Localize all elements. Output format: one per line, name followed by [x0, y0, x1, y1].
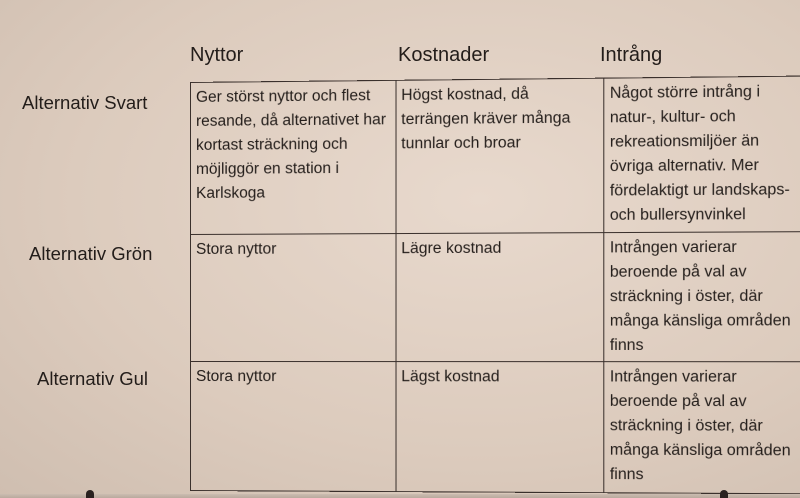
- cell-gul-intrang: Intrången varierar beroende på val av sträckning i öster, där många känsliga områden finns: [604, 362, 800, 494]
- cell-gul-kostnader: Lägst kostnad: [396, 362, 604, 493]
- cell-gron-nyttor: Stora nyttor: [190, 234, 395, 362]
- comparison-table: [190, 76, 800, 489]
- cell-svart-kostnader: Högst kostnad, då terrängen kräver många tunnlar och broar: [396, 78, 604, 233]
- table-row: [190, 232, 800, 362]
- row-label-svart: Alternativ Svart: [22, 92, 148, 113]
- column-header-nyttor: Nyttor: [190, 44, 244, 66]
- table-row: [190, 362, 800, 494]
- poster-bottom-edge: [0, 494, 800, 498]
- cell-gul-nyttor: Stora nyttor: [190, 362, 395, 492]
- cell-svart-intrang: Något större intrång i natur-, kultur- och rekreationsmiljöer än övriga alternativ. Mer fördelaktigt ur landskaps- och bullersynvinkel: [604, 76, 800, 233]
- row-label-gron: Alternativ Grön: [29, 243, 153, 264]
- cell-gron-intrang: Intrången varierar beroende på val av sträckning i öster, där många känsliga områden finns: [604, 232, 800, 362]
- pin-icon: [720, 490, 728, 498]
- column-header-intrang: Intrång: [600, 44, 663, 66]
- cell-svart-nyttor: Ger störst nyttor och flest resande, då alternativet har kortast sträckning och möjliggör en station i Karlskoga: [190, 80, 395, 234]
- column-header-kostnader: Kostnader: [398, 44, 490, 66]
- pin-icon: [86, 490, 94, 498]
- row-label-gul: Alternativ Gul: [37, 368, 149, 389]
- cell-gron-kostnader: Lägre kostnad: [396, 233, 604, 362]
- table-row: [190, 76, 800, 234]
